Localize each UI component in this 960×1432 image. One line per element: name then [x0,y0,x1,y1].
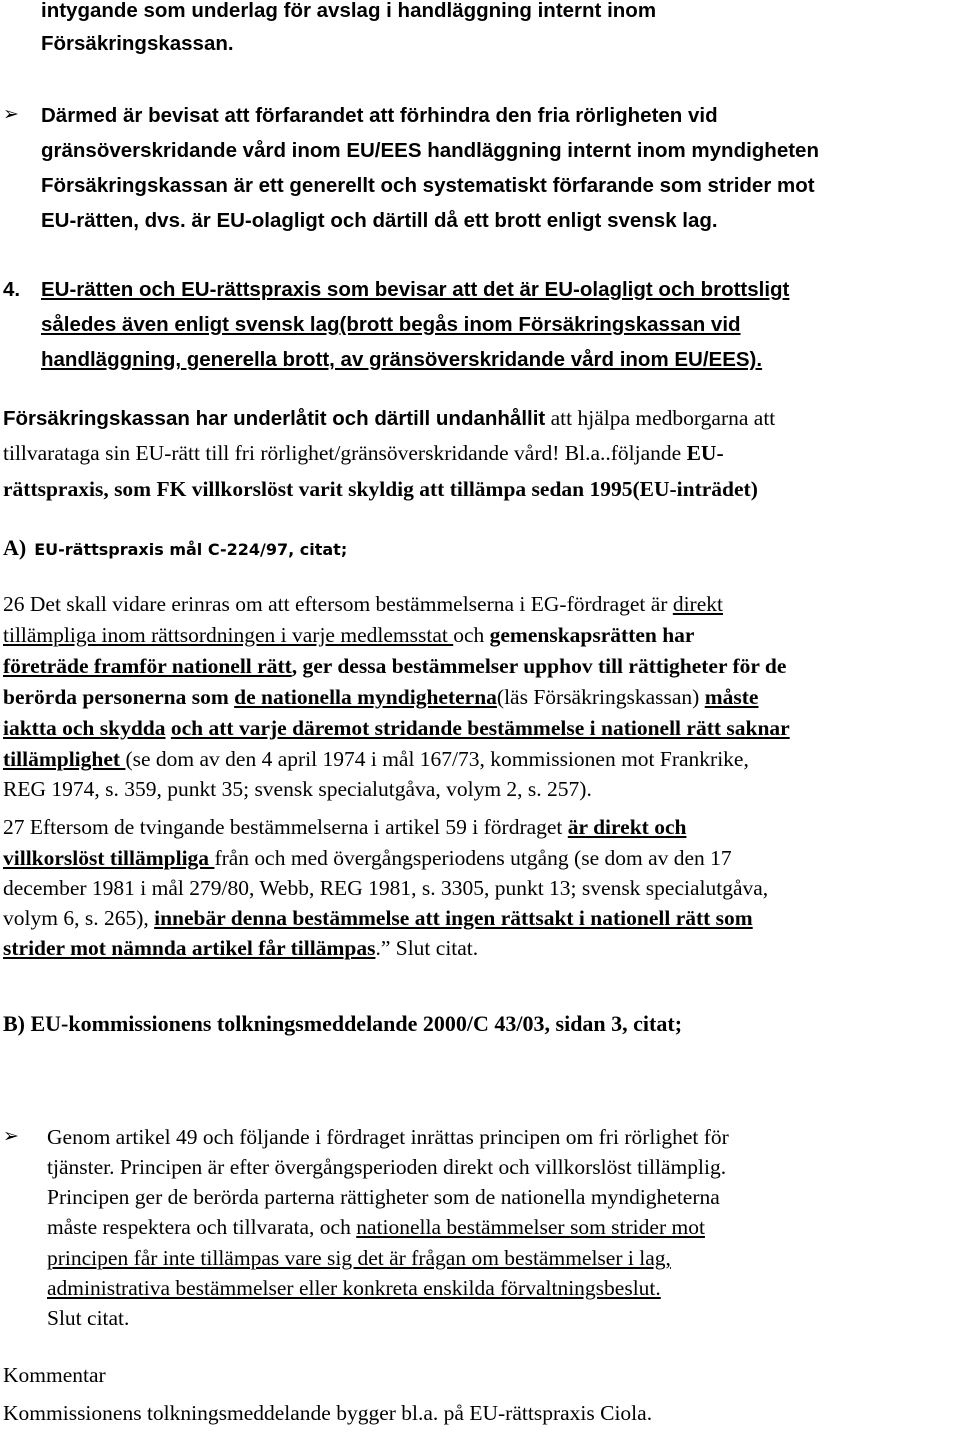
bullet2-line-4 [47,1215,705,1240]
section4-text-3: handläggning, generella brott, av gränsöverskridande vård inom EU/EES). [41,348,763,371]
p26-2b: och [453,623,490,647]
bullet1-line-4: EU-rätten, dvs. är EU-olagligt och därtill då ett brott enligt svensk lag. [41,209,718,232]
b2-4b: nationella bestämmelser som strider mot [356,1215,705,1239]
p26-5c: och att varje däremot stridande bestämmelse i nationell rätt saknar [170,716,790,740]
para1-line-3: rättspraxis, som FK villkorslöst varit skyldig att tillämpa sedan 1995(EU-inträdet) [3,477,758,501]
bullet1-line-3: Försäkringskassan är ett generellt och systematiskt förfarande som strider mot [41,174,815,197]
bullet1-line-1: Därmed är bevisat att förfarandet att förhindra den fria rörligheten vid [41,104,718,127]
bullet2-line-1: Genom artikel 49 och följande i fördraget inrättas principen om fri rörlighet för [47,1125,729,1149]
section4-line-3 [41,348,762,372]
section4-line-2 [41,313,741,337]
p27-5a: strider mot nämnda artikel får tillämpas [3,936,376,960]
para26-line-4 [3,685,758,710]
section4-text-1: EU-rätten och EU-rättspraxis som bevisar att det är EU-olagligt och brottsligt [41,278,790,301]
para27-line-5 [3,936,478,961]
p27-5b: .” Slut citat. [375,936,479,960]
para26-line-5 [3,716,790,741]
p26-4a: berörda personerna som [3,685,235,709]
arrow-bullet-icon: ➢ [3,103,19,125]
comment-title: Kommentar [3,1363,106,1387]
top-line-1: intygande som underlag för avslag i handläggning internt inom [41,0,657,22]
para26-line-7: REG 1974, s. 359, punkt 35; svensk specialutgåva, volym 2, s. 257). [3,777,592,801]
bullet2-line-5 [47,1246,671,1271]
section4-text-2: således även enligt svensk lag(brott begås inom Försäkringskassan vid [41,313,741,336]
p27-4a: volym 6, s. 265), [3,906,155,930]
para27-line-2 [3,846,732,871]
heading-a [3,535,347,561]
p26-4c: (läs Försäkringskassan) [496,685,705,709]
p26-3a: företräde framför nationell rätt [3,654,292,678]
para26-line-2 [3,623,694,648]
heading-a-letter: A) [3,535,27,560]
para26-line-1 [3,592,723,617]
p26-6a: tillämplighet [3,747,126,771]
bullet1-line-2: gränsöverskridande vård inom EU/EES handläggning internt inom myndigheten [41,139,819,162]
top-line-2: Försäkringskassan. [41,32,234,55]
p27-1b: är direkt och [567,815,687,839]
b2-5: principen får inte tillämpas vare sig det är frågan om bestämmelser i lag, [47,1246,671,1270]
p27-2a: villkorslöst tillämpliga [3,846,215,870]
heading-a-text: EU-rättspraxis mål C-224/97, citat; [34,540,348,559]
para26-line-6 [3,747,749,772]
para1-rest-1: att hjälpa medborgarna att [545,406,776,430]
p26-2a: tillämpliga inom rättsordningen i varje medlemsstat [3,623,454,647]
bullet2-line-6 [47,1276,661,1301]
para1-bold-2: EU- [686,441,724,465]
p26-1a: 26 Det skall vidare erinras om att eftersom bestämmelserna i EG-fördraget är [3,592,673,616]
p26-1b: direkt [672,592,723,616]
section4-number: 4. [3,278,21,301]
b2-6: administrativa bestämmelser eller konkreta enskilda förvaltningsbeslut. [47,1276,661,1300]
bullet2-line-2: tjänster. Principen är efter övergångsperioden direkt och villkorslöst tillämplig. [47,1155,727,1179]
heading-b: B) EU-kommissionens tolkningsmeddelande 2000/C 43/03, sidan 3, citat; [3,1011,683,1036]
b2-4a: måste respektera och tillvarata, och [47,1215,357,1239]
p27-1a: 27 Eftersom de tvingande bestämmelserna i artikel 59 i fördraget [3,815,568,839]
p26-3b: , ger dessa bestämmelser upphov till rättigheter för de [291,654,787,678]
para27-line-3: december 1981 i mål 279/80, Webb, REG 1981, s. 3305, punkt 13; svensk specialutgåva, [3,876,769,900]
comment-text: Kommissionens tolkningsmeddelande bygger bl.a. på EU-rättspraxis Ciola. [3,1401,653,1425]
p27-4b: innebär denna bestämmelse att ingen rättsakt i nationell rätt som [154,906,753,930]
bullet2-line-3: Principen ger de berörda parterna rättigheter som de nationella myndigheterna [47,1185,720,1209]
para1-regular-2: tillvarataga sin EU-rätt till fri rörlighet/gränsöverskridande vård! Bl.a..följande [3,441,687,465]
p26-2c: gemenskapsrätten har [489,623,695,647]
para1-bold-1: Försäkringskassan har underlåtit och därtill undanhållit [3,407,546,430]
section4-line-1 [41,278,789,302]
p26-6b: (se dom av den 4 april 1974 i mål 167/73, kommissionen mot Frankrike, [125,747,749,771]
para27-line-1 [3,815,686,840]
para1-line-2 [3,441,724,466]
p26-4d: måste [704,685,759,709]
para27-line-4 [3,906,753,931]
p26-5a: iaktta och skydda [3,716,166,740]
p27-2b: från och med övergångsperiodens utgång (se dom av den 17 [214,846,732,870]
bullet2-line-7: Slut citat. [47,1306,130,1330]
arrow-bullet-icon: ➢ [3,1125,19,1147]
para1-line-1 [3,406,775,431]
p26-4b: de nationella myndigheterna [234,685,497,709]
para26-line-3 [3,654,786,679]
